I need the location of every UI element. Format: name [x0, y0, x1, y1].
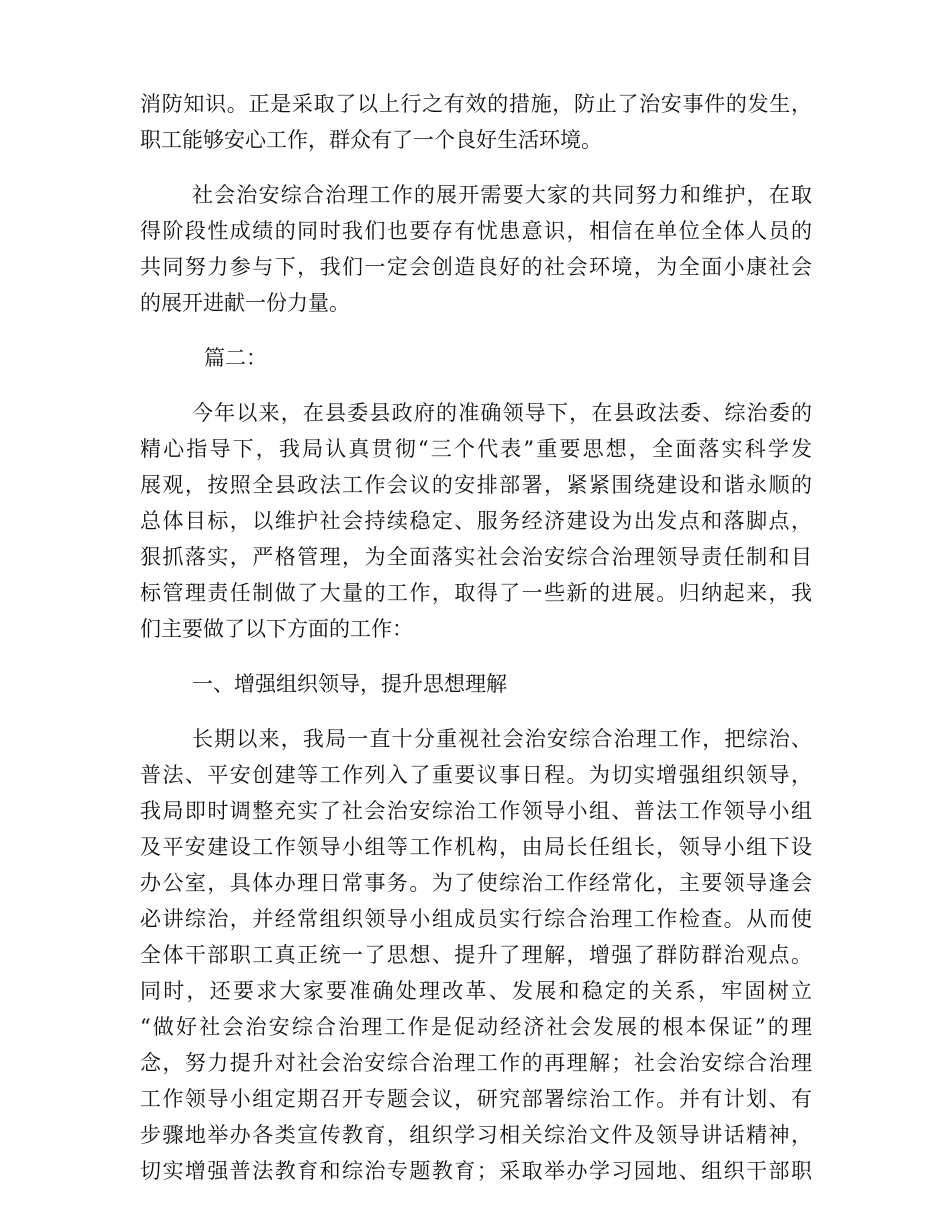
- text-line: 今年以来，在县委县政府的准确领导下，在县政法委、综治委的: [192, 401, 812, 425]
- text-line: 我局即时调整充实了社会治安综治工作领导小组、普法工作领导小组: [140, 799, 812, 823]
- text-line: 职工能够安心工作，群众有了一个良好生活环境。: [140, 128, 602, 152]
- text-line: 必讲综治，并经常组织领导小组成员实行综合治理工作检查。从而使: [140, 907, 812, 931]
- paragraph-introduction: [140, 395, 812, 647]
- text-line: 切实增强普法教育和综治专题教育；采取举办学习园地、组织干部职: [140, 1159, 812, 1183]
- text-line: 狠抓落实，严格管理，为全面落实社会治安综合治理领导责任制和目: [140, 545, 812, 569]
- chapter-heading: [140, 340, 812, 376]
- text-line: 长期以来，我局一直十分重视社会治安综合治理工作，把综治、: [192, 727, 812, 751]
- text-line: 总体目标，以维护社会持续稳定、服务经济建设为出发点和落脚点，: [140, 509, 812, 533]
- paragraph-organization-leadership: [140, 721, 812, 1189]
- text-line: 精心指导下，我局认真贯彻“三个代表”重要思想，全面落实科学发: [140, 437, 812, 461]
- section-heading: [140, 666, 812, 702]
- document-page: [140, 86, 812, 1208]
- paragraph-fire-safety-conclusion: [140, 86, 812, 158]
- text-line: 社会治安综合治理工作的展开需要大家的共同努力和维护，在取: [192, 183, 812, 207]
- text-line: 工作领导小组定期召开专题会议，研究部署综治工作。并有计划、有: [140, 1087, 812, 1111]
- text-line: 办公室，具体办理日常事务。为了使综治工作经常化，主要领导逢会: [140, 871, 812, 895]
- text-line: 展观，按照全县政法工作会议的安排部署，紧紧围绕建设和谐永顺的: [140, 473, 812, 497]
- text-line: 及平安建设工作领导小组等工作机构，由局长任组长，领导小组下设: [140, 835, 812, 859]
- text-line: 得阶段性成绩的同时我们也要存有忧患意识，相信在单位全体人员的: [140, 219, 812, 243]
- text-line: 消防知识。正是采取了以上行之有效的措施，防止了治安事件的发生，: [140, 92, 812, 116]
- chapter-title: 篇二：: [204, 346, 267, 370]
- text-line: 的展开进献一份力量。: [140, 291, 350, 315]
- paragraph-summary: [140, 177, 812, 321]
- text-line: 普法、平安创建等工作列入了重要议事日程。为切实增强组织领导，: [140, 763, 812, 787]
- text-line: 步骤地举办各类宣传教育，组织学习相关综治文件及领导讲话精神，: [140, 1123, 812, 1147]
- text-line: 念，努力提升对社会治安综合治理工作的再理解；社会治安综合治理: [140, 1051, 812, 1075]
- text-line: 全体干部职工真正统一了思想、提升了理解，增强了群防群治观点。: [140, 943, 812, 967]
- text-line: 标管理责任制做了大量的工作，取得了一些新的进展。归纳起来，我: [140, 581, 812, 605]
- text-line: 共同努力参与下，我们一定会创造良好的社会环境，为全面小康社会: [140, 255, 812, 279]
- text-line: 们主要做了以下方面的工作：: [140, 617, 413, 641]
- text-line: “做好社会治安综合治理工作是促动经济社会发展的根本保证”的理: [140, 1015, 812, 1039]
- section-title: 一、增强组织领导，提升思想理解: [192, 672, 507, 696]
- text-line: 同时，还要求大家要准确处理改革、发展和稳定的关系，牢固树立: [140, 979, 812, 1003]
